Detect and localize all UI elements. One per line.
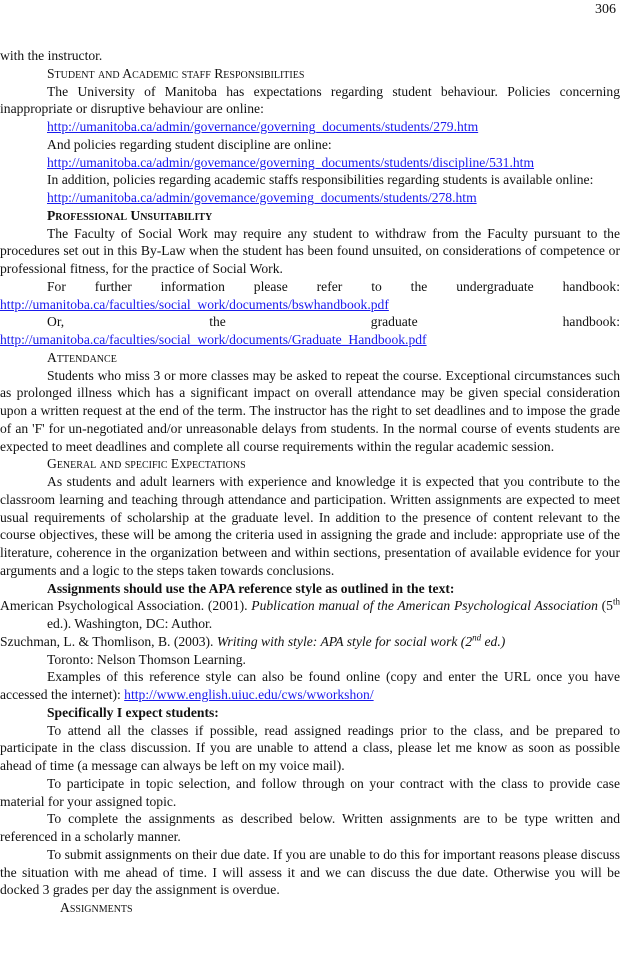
paragraph: To participate in topic selection, and follow through on your contract with the class to provide case material for your assigned topic. <box>0 775 620 809</box>
section-heading: Professional Unsuitability <box>47 207 213 223</box>
paragraph: Examples of this reference style can also be found online (copy and enter the URL once you have accessed the internet): http://www.english.uiuc.edu/cws/wworkshon/ <box>0 669 620 702</box>
section-heading: Attendance <box>47 349 117 365</box>
paragraph: To submit assignments on their due date. If you are unable to do this for important reasons please discuss the situation with me ahead of time. I will assess it and we can discuss the due date. Otherwise you will be docked 3 grades per day the assignment is overdue. <box>0 846 620 898</box>
paragraph: The Faculty of Social Work may require any student to withdraw from the Faculty pursuant to the procedures set out in this By-Law when the student has been found unsuited, on considerations of competence or professional fitness, for the practice of Social Work. <box>0 225 620 276</box>
paragraph: Students who miss 3 or more classes may be asked to repeat the course. Exceptional circumstances such as prolonged illness which has a significant impact on overall attendance may be given special consideration upon a written request at the end of the term. The instructor has the right to set deadlines and to impose the grade of an 'F' for un-negotiated and/or unreasonable delays from students. In the normal course of events students are expected to meet deadlines and complete all course requirements within the regular academic session. <box>0 367 620 454</box>
page-body <box>0 47 620 917</box>
graduate-handbook-link[interactable]: http://umanitoba.ca/faculties/social_work/documents/Graduate_Handbook.pdf <box>0 332 427 347</box>
undergraduate-handbook-link[interactable]: http://umanitoba.ca/faculties/social_work/documents/bswhandbook.pdf <box>0 296 389 312</box>
reference-entry: Szuchman, L. & Thomlison, B. (2003). Writing with style: APA style for social work (2nd ed.) <box>0 632 506 649</box>
section-heading: General and specific Expectations <box>47 456 246 472</box>
paragraph: As students and adult learners with experience and knowledge it is expected that you contribute to the classroom learning and teaching through attendance and participation. Written assignments are expected to meet usual requirements of scholarship at the graduate level. In addition to the presence of content relevant to the course objectives, these will be among the criteria used in assigning the grade and include: appropriate use of the literature, coherence in the organization between and within sections, presentation of available evidence for your arguments and a logic to the steps taken towards conclusions. <box>0 474 620 578</box>
reference-entry: American Psychological Association. (2001). Publication manual of the American Psychological Association (5th ed.). Washington, DC: Author. <box>0 596 620 631</box>
paragraph: To complete the assignments as described below. Written assignments are to be type written and referenced in a scholarly manner. <box>0 811 620 844</box>
page-number: 306 <box>595 2 616 17</box>
policy-link-278[interactable]: http://umanitoba.ca/admin/govemance/goveming_documents/students/278.htm <box>47 190 477 205</box>
paragraph: with the instructor. <box>0 48 103 63</box>
bold-instruction: Specifically I expect students: <box>47 704 219 720</box>
paragraph: Or, the graduate handbook: <box>47 314 620 330</box>
paragraph: And policies regarding student discipline are online: <box>47 136 332 152</box>
paragraph: The University of Manitoba has expectations regarding student behaviour. Policies concerning inappropriate or disruptive behaviour are online: <box>0 83 620 117</box>
apa-workshop-link[interactable]: http://www.english.uiuc.edu/cws/wworkshon/ <box>124 687 374 702</box>
section-heading: Student and Academic staff Responsibilities <box>47 65 305 81</box>
paragraph: In addition, policies regarding academic staffs responsibilities regarding students is available online: <box>47 172 594 188</box>
section-heading: Assignments <box>60 900 133 915</box>
policy-link-531[interactable]: http://umanitoba.ca/admin/govemance/governing_documents/students/discipline/531.htm <box>47 154 535 170</box>
policy-link-279[interactable]: http://umanitoba.ca/admin/governance/governing_documents/students/279.htm <box>47 119 479 134</box>
bold-instruction: Assignments should use the APA reference style as outlined in the text: <box>47 580 455 596</box>
reference-entry-continued: Toronto: Nelson Thomson Learning. <box>47 651 246 667</box>
paragraph: To attend all the classes if possible, read assigned readings prior to the class, and be prepared to participate in the class discussion. If you are unable to attend a class, please let me know as soon as possible ahead of time (a message can always be left on my voice mail). <box>0 722 620 773</box>
paragraph: For further information please refer to the undergraduate handbook: <box>47 278 620 294</box>
